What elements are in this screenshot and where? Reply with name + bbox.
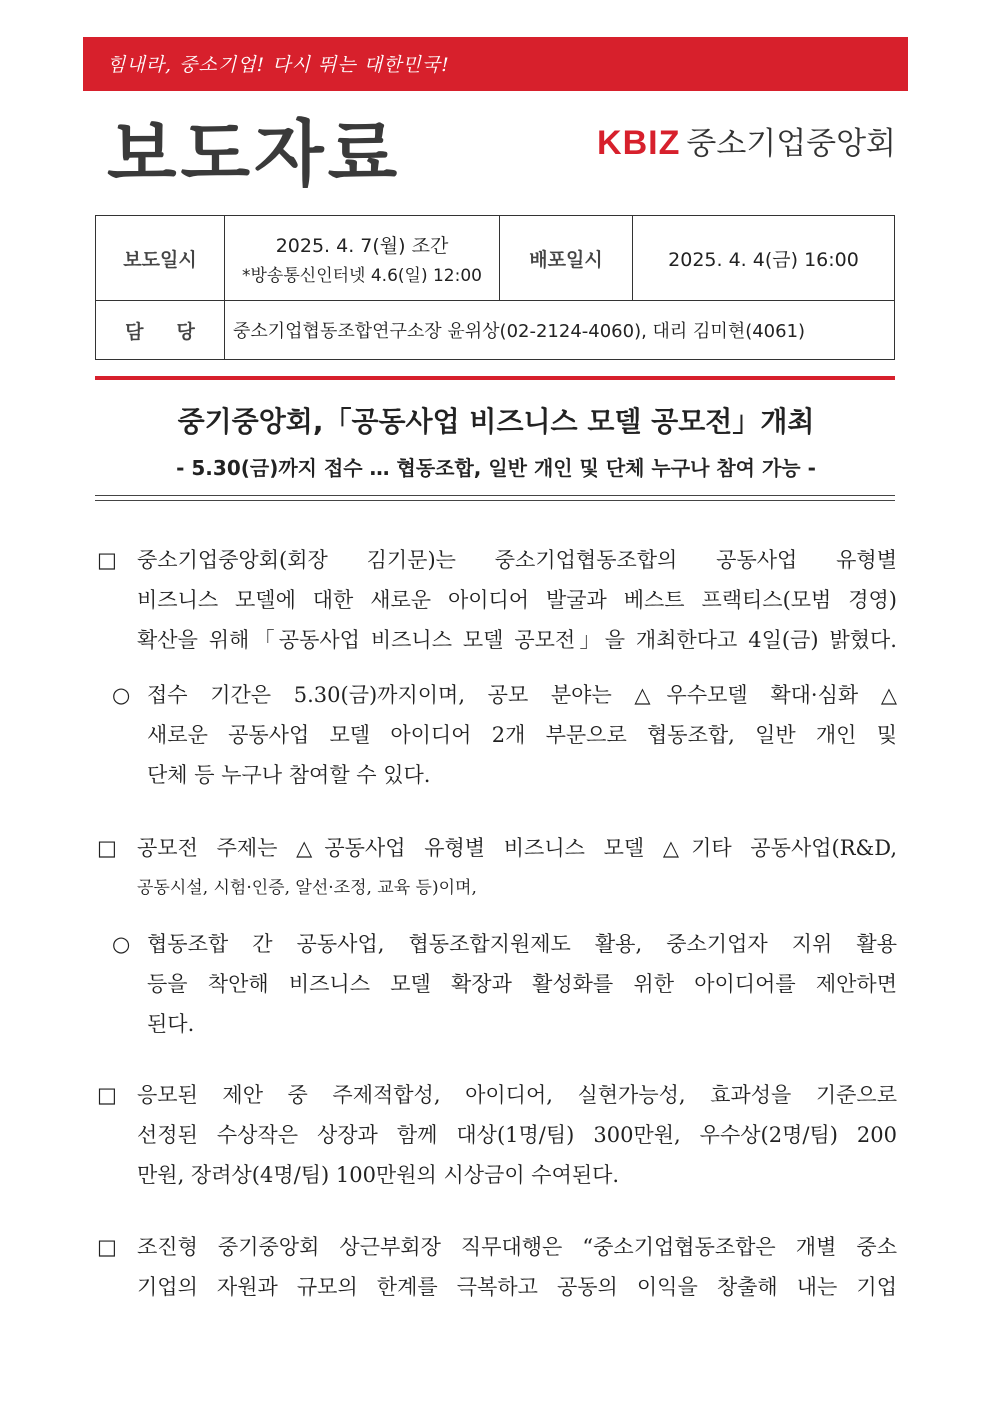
paragraph-2-sub: [112, 924, 897, 1044]
release-broadcast: *방송통신인터넷 4.6(일) 12:00: [242, 265, 482, 286]
p1-line-2: 비즈니스 모델에 대한 새로운 아이디어 발굴과 베스트 프랙티스(모범 경영): [137, 588, 897, 612]
p3-line-3: 만원, 장려상(4명/팀) 100만원의 시상금이 수여된다.: [137, 1163, 620, 1187]
paragraph-4: [97, 1227, 897, 1307]
p2a-line-2: 등을 착안해 비즈니스 모델 확장과 활성화를 위한 아이디어를 제안하면: [147, 972, 897, 996]
p4-line-1: 조진형 중기중앙회 상근부회장 직무대행은 “중소기업협동조합은 개별 중소: [137, 1235, 897, 1259]
square-bullet: □: [97, 836, 117, 860]
p1a-line-1: 접수 기간은 5.30(금)까지이며, 공모 분야는 △우수모델 확대·심화 △: [147, 683, 897, 707]
p1-line-1: 중소기업중앙회(회장 김기문)는 중소기업협동조합의 공동사업 유형별: [137, 548, 897, 572]
release-label: 보도일시: [96, 216, 225, 301]
top-banner: [83, 37, 908, 91]
subheadline: - 5.30(금)까지 접수 … 협동조합, 일반 개인 및 단체 누구나 참여 가능 -: [176, 456, 816, 480]
p3-line-2: 선정된 수상작은 상장과 함께 대상(1명/팀) 300만원, 우수상(2명/팀) 200: [137, 1123, 897, 1147]
p3-line-1: 응모된 제안 중 주제적합성, 아이디어, 실현가능성, 효과성을 기준으로: [137, 1083, 897, 1107]
square-bullet: □: [97, 548, 117, 572]
square-bullet: □: [97, 1083, 117, 1107]
contact-text: 중소기업협동조합연구소장 윤위상(02-2124-4060), 대리 김미현(4061): [225, 301, 895, 360]
paragraph-3: [97, 1075, 897, 1195]
logo-org-name: 중소기업중앙회: [686, 126, 896, 162]
p2-line-1: 공모전 주제는 △공동사업 유형별 비즈니스 모델 △기타 공동사업(R&D,: [137, 836, 897, 860]
release-date-cell: [225, 216, 500, 301]
circle-bullet: ○: [112, 683, 131, 707]
p2-line-2: 공동시설, 시험·인증, 알선·조정, 교육 등)이며,: [137, 878, 477, 898]
red-divider: [95, 376, 895, 380]
release-date: 2025. 4. 7(월) 조간: [275, 234, 449, 257]
dist-label: 배포일시: [500, 216, 633, 301]
p1a-line-3: 단체 등 누구나 참여할 수 있다.: [147, 763, 431, 787]
release-info-table: [95, 215, 895, 360]
divider-line-bottom: [95, 500, 895, 501]
square-bullet: □: [97, 1235, 117, 1259]
paragraph-1: [97, 540, 897, 660]
contact-label: 담 당: [96, 301, 225, 360]
p4-line-2: 기업의 자원과 규모의 한계를 극복하고 공동의 이익을 창출해 내는 기업: [137, 1275, 897, 1299]
paragraph-2: [97, 828, 897, 908]
p1a-line-2: 새로운 공동사업 모델 아이디어 2개 부문으로 협동조합, 일반 개인 및: [147, 723, 897, 747]
paragraph-1-sub: [112, 675, 897, 795]
logo-kbiz-text: KBIZ: [597, 124, 681, 162]
divider-line-top: [95, 495, 895, 496]
p2a-line-3: 된다.: [147, 1012, 195, 1036]
headline: 중기중앙회,「공동사업 비즈니스 모델 공모전」개최: [177, 405, 815, 438]
circle-bullet: ○: [112, 932, 131, 956]
p2a-line-1: 협동조합 간 공동사업, 협동조합지원제도 활용, 중소기업자 지위 활용: [147, 932, 897, 956]
doc-title: 보도자료: [107, 112, 402, 196]
kbiz-logo: [597, 118, 896, 163]
p1-line-3: 확산을 위해「공동사업 비즈니스 모델 공모전」을 개최한다고 4일(금) 밝혔다.: [137, 628, 897, 652]
dist-date: 2025. 4. 4(금) 16:00: [633, 216, 895, 301]
banner-slogan: 힘내라, 중소기업! 다시 뛰는 대한민국!: [107, 54, 450, 76]
